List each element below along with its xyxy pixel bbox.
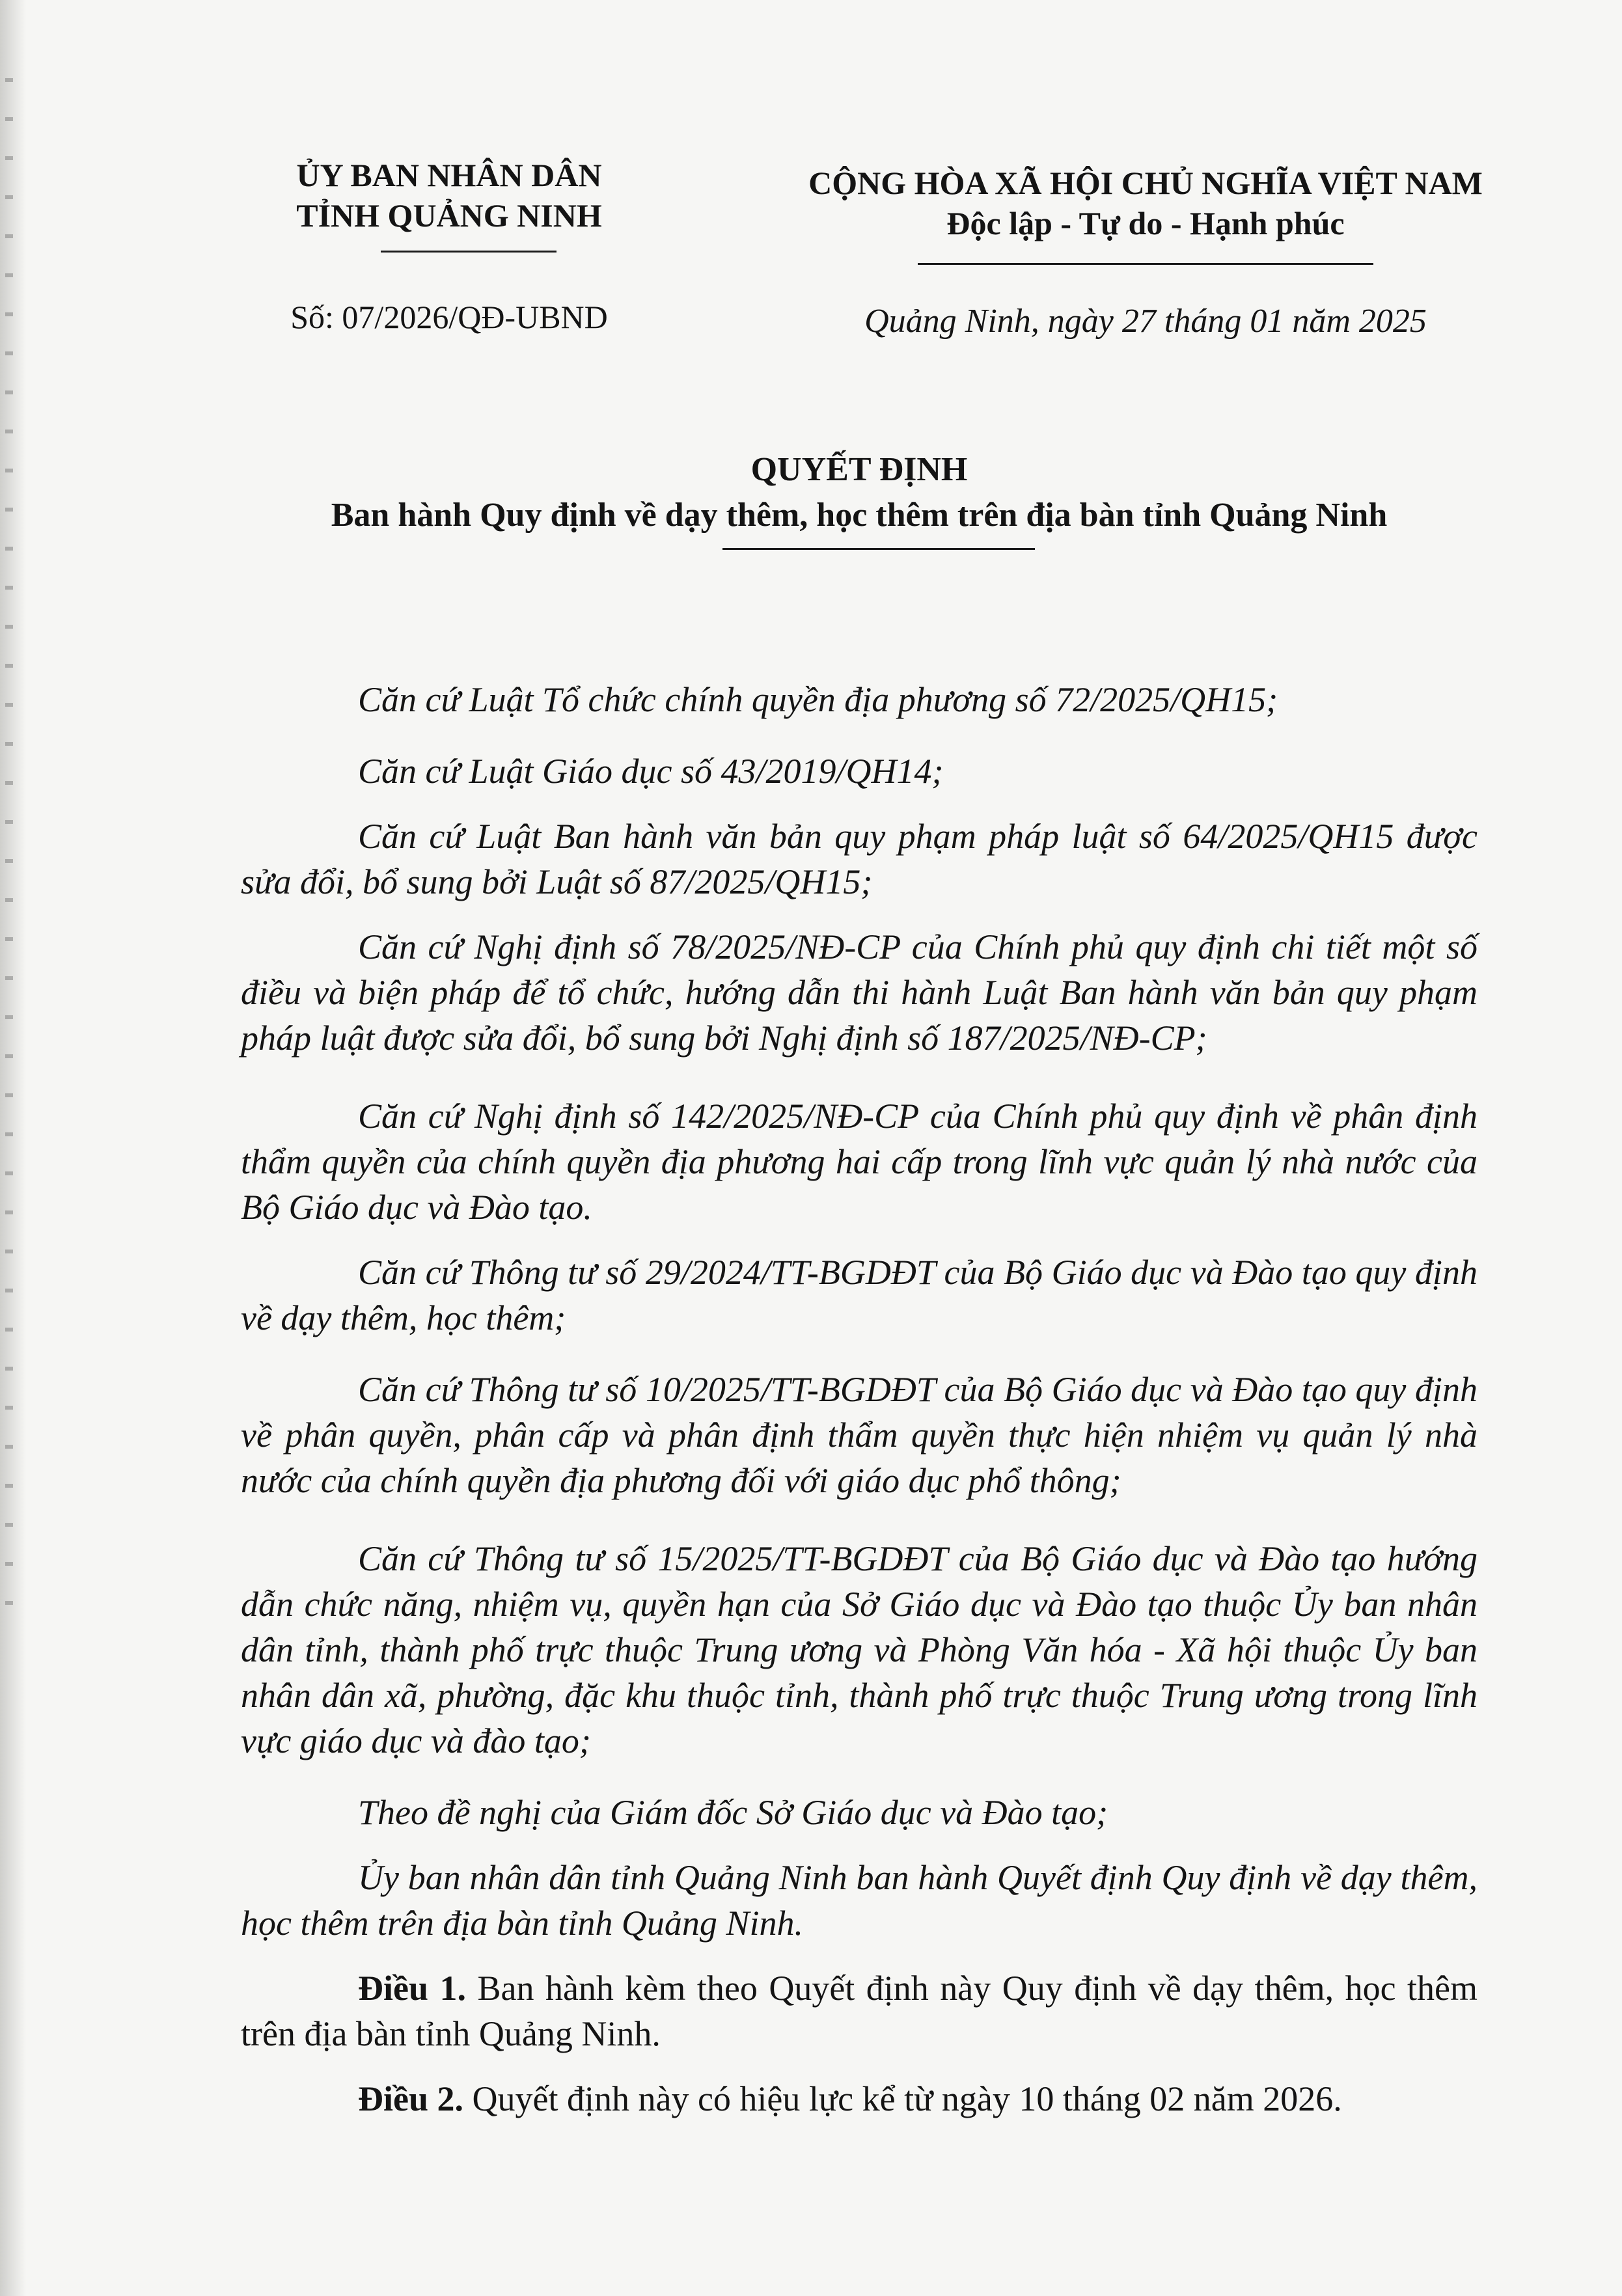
preamble-paragraph: Căn cứ Luật Tổ chức chính quyền địa phương số 72/2025/QH15; <box>358 680 1278 719</box>
nation-block <box>768 163 1523 243</box>
agency-line2: TỈNH QUẢNG NINH <box>296 197 602 234</box>
preamble-paragraph: Căn cứ Thông tư số 29/2024/TT-BGDĐT của Bộ Giáo dục và Đào tạo quy định về dạy thêm, học thêm; <box>241 1253 1478 1337</box>
article-1 <box>241 1965 1478 2057</box>
preamble-paragraph: Căn cứ Luật Giáo dục số 43/2019/QH14; <box>358 752 944 791</box>
article-2-text: Quyết định này có hiệu lực kể từ ngày 10 tháng 02 năm 2026. <box>463 2079 1342 2118</box>
preamble-paragraph: Ủy ban nhân dân tỉnh Quảng Ninh ban hành Quyết định Quy định về dạy thêm, học thêm trên địa bàn tỉnh Quảng Ninh. <box>241 1858 1478 1943</box>
article-1-text: Ban hành kèm theo Quyết định này Quy định về dạy thêm, học thêm trên địa bàn tỉnh Quảng Ninh. <box>241 1969 1478 2053</box>
preamble-paragraph: Căn cứ Luật Ban hành văn bản quy phạm pháp luật số 64/2025/QH15 được sửa đổi, bổ sung bởi Luật số 87/2025/QH15; <box>241 817 1478 901</box>
agency-block <box>247 155 651 236</box>
article-2-label: Điều 2. <box>358 2079 463 2118</box>
article-1-label: Điều 1. <box>358 1969 466 2008</box>
preamble-paragraph: Căn cứ Thông tư số 15/2025/TT-BGDĐT của Bộ Giáo dục và Đào tạo hướng dẫn chức năng, nhiệm vụ, quyền hạn của Sở Giáo dục và Đào tạo thuộc Ủy ban nhân dân tỉnh, thành phố trực thuộc Trung ương và Phòng Văn hóa - Xã hội thuộc Ủy ban nhân dân xã, phường, đặc khu thuộc tỉnh, thành phố trực thuộc Trung ương trong lĩnh vực giáo dục và đào tạo; <box>241 1539 1478 1760</box>
document-number: Số: 07/2026/QĐ-UBND <box>290 299 608 335</box>
scan-edge-marks <box>5 78 13 1640</box>
scan-edge-shadow <box>0 0 26 2296</box>
nation-line2: Độc lập - Tự do - Hạnh phúc <box>946 205 1345 241</box>
agency-underline <box>381 251 557 253</box>
article-2 <box>241 2076 1478 2122</box>
document-title: QUYẾT ĐỊNH <box>750 451 968 488</box>
preamble-paragraph: Căn cứ Thông tư số 10/2025/TT-BGDĐT của Bộ Giáo dục và Đào tạo quy định về phân quyền, phân cấp và phân định thẩm quyền thực hiện nhiệm vụ quản lý nhà nước của chính quyền địa phương đối với giáo dục phổ thông; <box>241 1370 1478 1500</box>
nation-line1: CỘNG HÒA XÃ HỘI CHỦ NGHĨA VIỆT NAM <box>808 165 1483 201</box>
motto-underline <box>918 263 1373 265</box>
document-subtitle: Ban hành Quy định về dạy thêm, học thêm trên địa bàn tỉnh Quảng Ninh <box>331 497 1388 534</box>
place-date: Quảng Ninh, ngày 27 tháng 01 năm 2025 <box>864 303 1427 340</box>
agency-line1: ỦY BAN NHÂN DÂN <box>296 157 602 193</box>
title-underline <box>722 548 1035 550</box>
preamble-paragraph: Căn cứ Nghị định số 142/2025/NĐ-CP của Chính phủ quy định về phân định thẩm quyền của chính quyền địa phương hai cấp trong lĩnh vực quản lý nhà nước của Bộ Giáo dục và Đào tạo. <box>241 1097 1478 1227</box>
preamble-paragraph: Căn cứ Nghị định số 78/2025/NĐ-CP của Chính phủ quy định chi tiết một số điều và biện pháp để tổ chức, hướng dẫn thi hành Luật Ban hành văn bản quy phạm pháp luật được sửa đổi, bổ sung bởi Nghị định số 187/2025/NĐ-CP; <box>241 927 1478 1058</box>
preamble-paragraph: Theo đề nghị của Giám đốc Sở Giáo dục và Đào tạo; <box>358 1793 1108 1832</box>
